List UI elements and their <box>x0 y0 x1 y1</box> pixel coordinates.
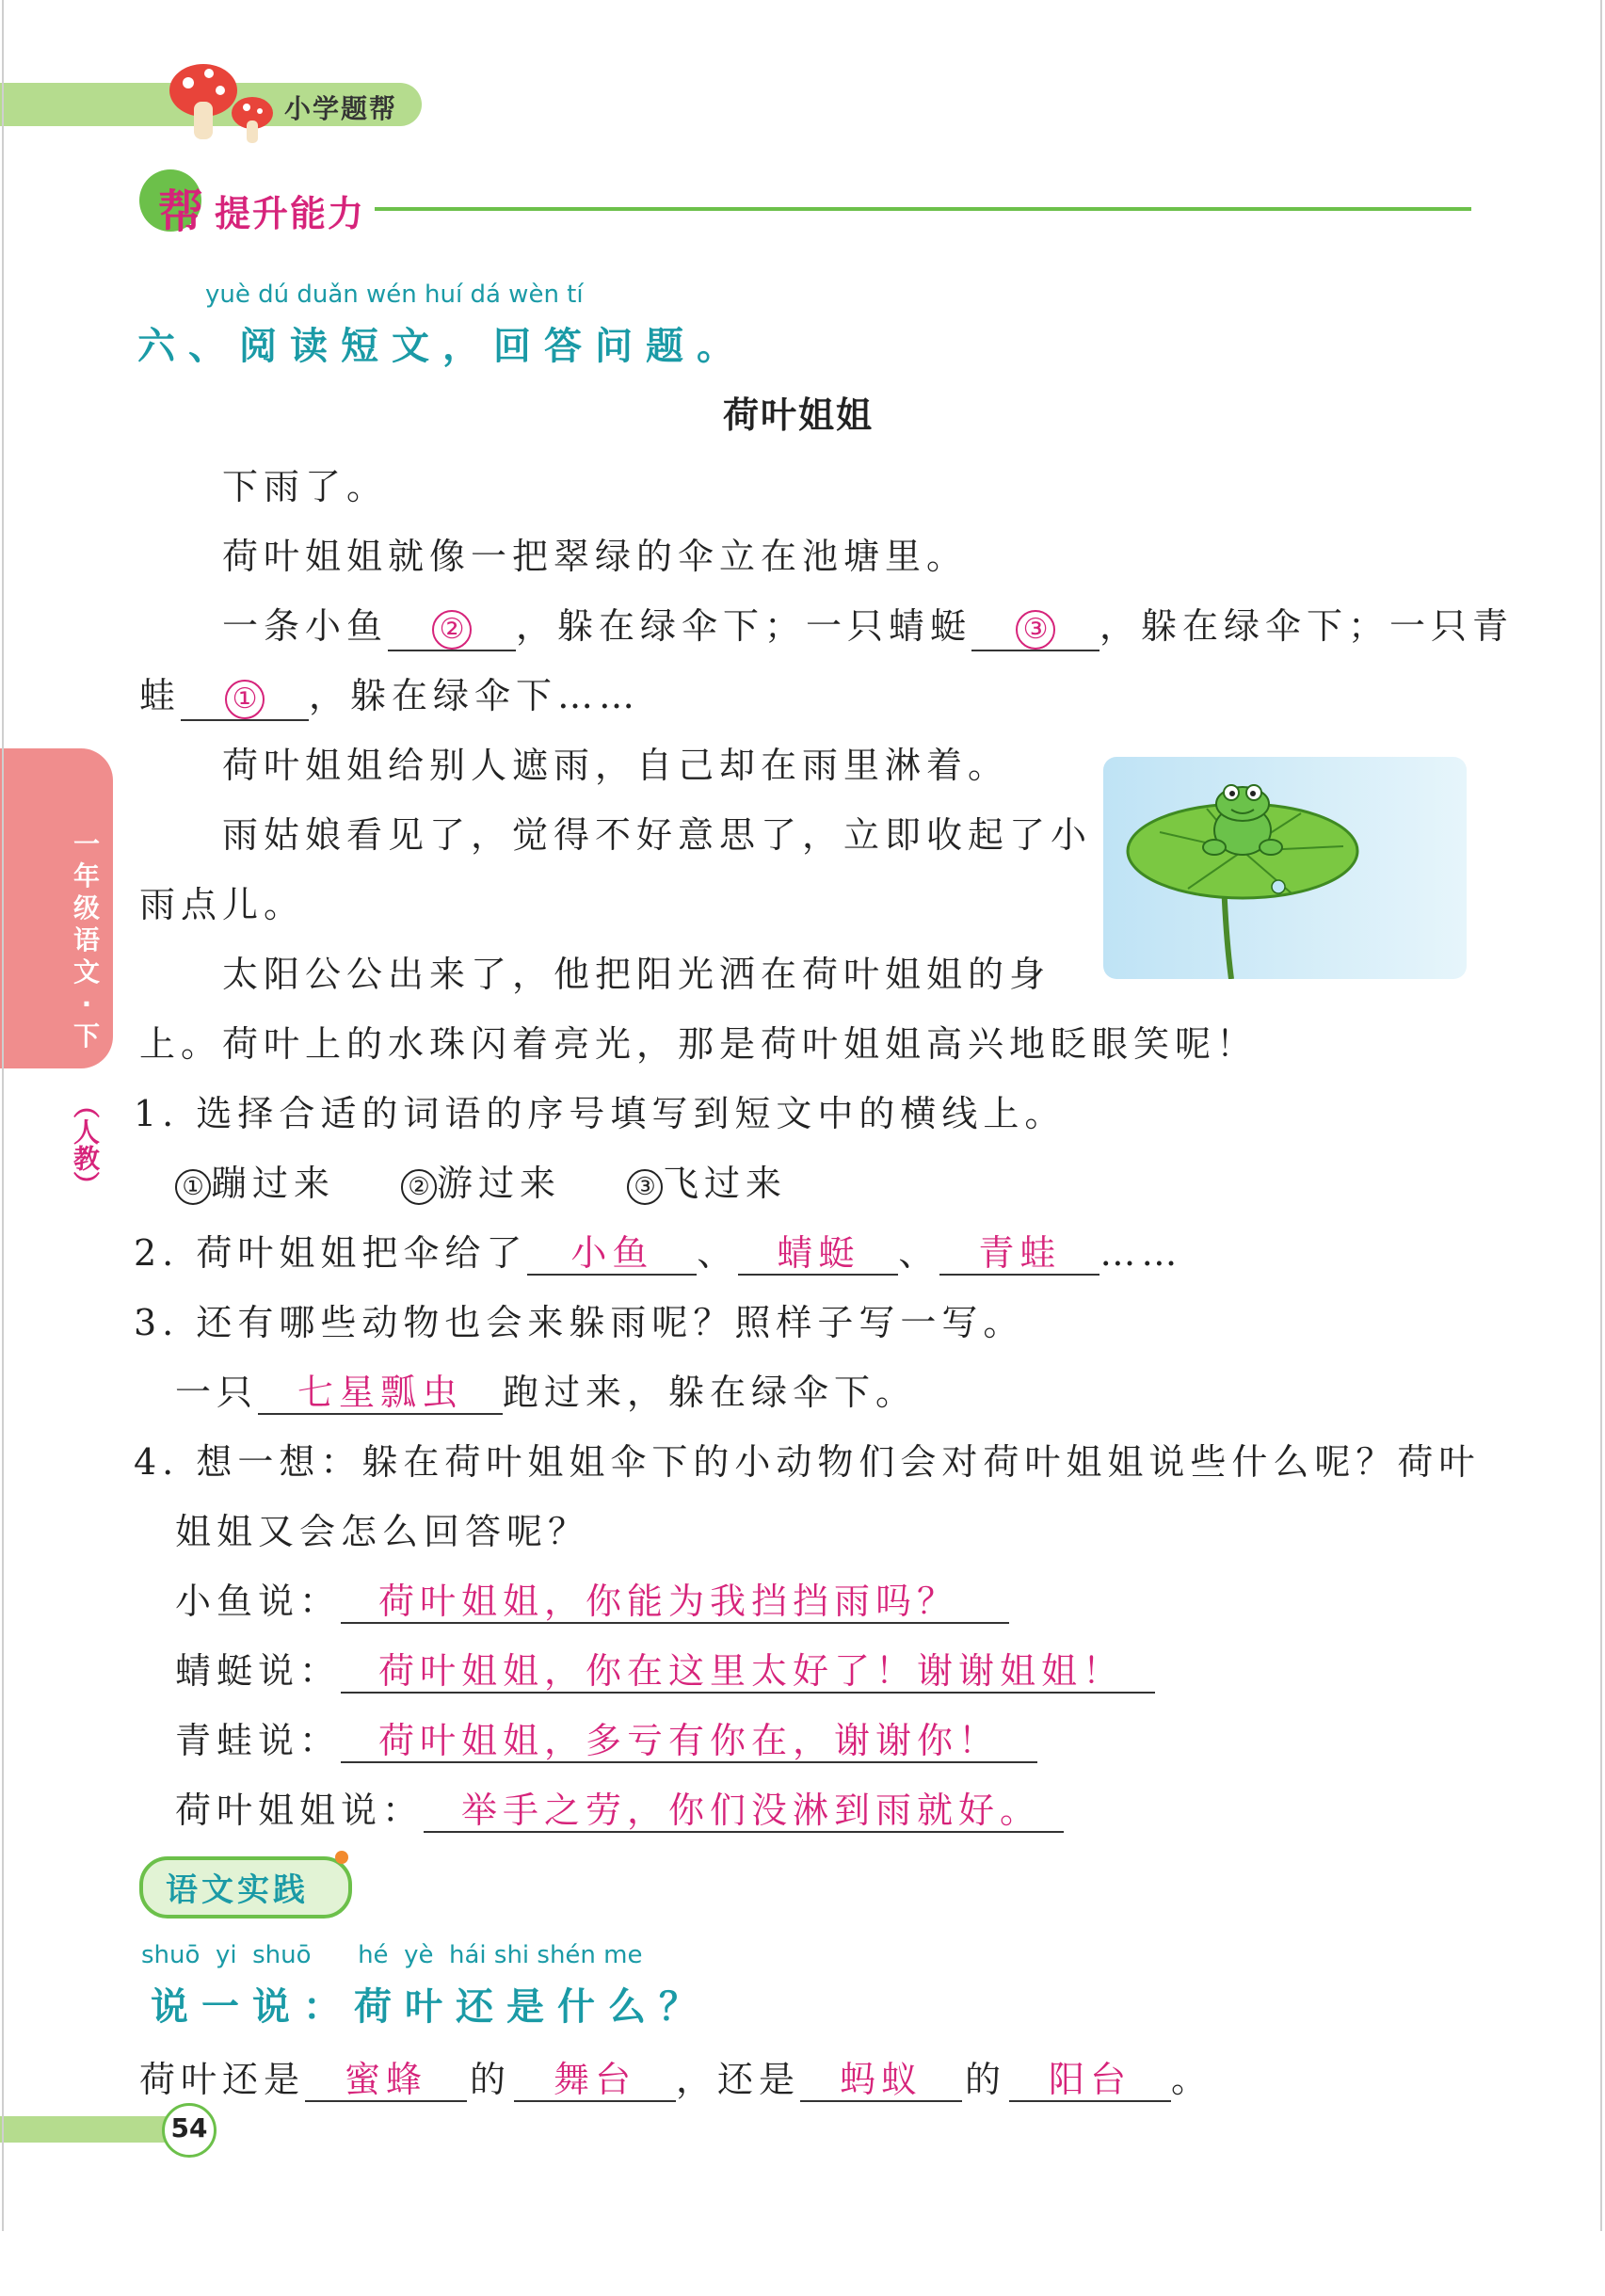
speaker-label: 青蛙说： <box>175 1720 342 1761</box>
answer-circle: ② <box>432 610 472 650</box>
answer-blank[interactable]: 七星瓢虫 <box>258 1373 503 1415</box>
option-text: 蹦过来 <box>211 1163 336 1204</box>
separator: 、 <box>697 1232 739 1274</box>
side-tab-char: · <box>81 988 92 1020</box>
answer-blank[interactable]: 蚂蚁 <box>800 2061 962 2102</box>
answer-blank[interactable]: 青蛙 <box>939 1234 1099 1276</box>
question-1: 1. 选择合适的词语的序号填写到短文中的横线上。 <box>134 1093 1067 1134</box>
speaker-label: 蜻蜓说： <box>175 1650 342 1692</box>
answer-blank[interactable]: 舞台 <box>514 2061 676 2102</box>
question-3: 3. 还有哪些动物也会来躲雨呢？照样子写一写。 <box>134 1302 1025 1343</box>
option-item <box>627 1163 787 1204</box>
practice-badge-label: 语文实践 <box>166 1871 309 1909</box>
practice-answer-line <box>139 2050 1212 2102</box>
answer-blank[interactable] <box>388 607 516 651</box>
side-tab-edition: （人教） <box>70 1092 101 1197</box>
side-tab-char: 下 <box>72 1020 100 1052</box>
answer-blank[interactable]: 阳台 <box>1009 2061 1171 2102</box>
passage-p1: 下雨了。 <box>222 466 389 507</box>
answer-blank[interactable]: 荷叶姐姐，你能为我挡挡雨吗？ <box>341 1582 1009 1624</box>
side-tab-char: 级 <box>72 892 100 923</box>
side-tab-char: 年 <box>72 860 100 891</box>
answer-blank[interactable] <box>181 677 309 721</box>
passage-text: ，躲在绿伞下；一只青 <box>1099 605 1515 647</box>
option-number: ② <box>401 1169 437 1205</box>
dialogue-fish <box>175 1572 1009 1624</box>
option-item <box>401 1163 561 1204</box>
section-title: 提升能力 <box>215 193 366 234</box>
section-divider <box>375 207 1471 211</box>
answer-circle: ③ <box>1016 610 1055 650</box>
practice-text: ，还是 <box>676 2059 801 2100</box>
practice-text: 。 <box>1171 2059 1213 2100</box>
option-number: ③ <box>627 1169 663 1205</box>
question-1-options <box>175 1154 787 1206</box>
separator: 、 <box>898 1232 940 1274</box>
option-text: 飞过来 <box>663 1163 788 1204</box>
ellipsis: …… <box>1099 1232 1183 1274</box>
option-item <box>175 1163 335 1204</box>
passage-p2: 荷叶姐姐就像一把翠绿的伞立在池塘里。 <box>222 536 969 577</box>
q6-pinyin: yuè dú duǎn wén huí dá wèn tí <box>205 281 584 309</box>
brand-label: 小学题帮 <box>284 93 398 124</box>
answer-blank[interactable]: 荷叶姐姐，你在这里太好了！谢谢姐姐！ <box>341 1652 1155 1694</box>
practice-text: 的 <box>965 2059 1007 2100</box>
option-number: ① <box>175 1169 211 1205</box>
section-char: 帮 <box>158 185 204 238</box>
question-3-example <box>175 1363 917 1415</box>
side-tab-grade <box>68 828 105 1052</box>
badge-dot <box>335 1851 348 1864</box>
mushroom-logo <box>168 58 281 149</box>
question-text: 2. 荷叶姐姐把伞给了 <box>134 1232 528 1274</box>
answer-blank[interactable]: 小鱼 <box>527 1234 697 1276</box>
passage-p6b: 雨点儿。 <box>139 884 306 925</box>
frog-lotus-illustration <box>1103 757 1467 979</box>
speaker-label: 小鱼说： <box>175 1581 342 1622</box>
question-text: 一只 <box>175 1372 259 1413</box>
question-4b: 姐姐又会怎么回答呢？ <box>175 1511 590 1552</box>
page-edge-left <box>2 0 4 2231</box>
answer-blank[interactable]: 举手之劳，你们没淋到雨就好。 <box>424 1791 1064 1833</box>
side-tab-char: 语 <box>72 924 100 955</box>
answer-circle: ① <box>225 680 265 719</box>
practice-pinyin: shuō yi shuō hé yè hái shi shén me <box>141 1941 643 1969</box>
passage-p7a: 太阳公公出来了，他把阳光洒在荷叶姐姐的身 <box>222 954 1051 995</box>
practice-text: 的 <box>470 2059 512 2100</box>
q6-heading: 六、阅读短文，回答问题。 <box>137 325 747 368</box>
passage-title: 荷叶姐姐 <box>723 394 875 436</box>
answer-blank[interactable]: 蜜蜂 <box>305 2061 467 2102</box>
practice-text: 荷叶还是 <box>139 2059 306 2100</box>
question-text: 跑过来，躲在绿伞下。 <box>503 1372 918 1413</box>
passage-text: 蛙 <box>139 675 182 716</box>
side-tab-char: 一 <box>72 828 100 859</box>
passage-p7b: 上。荷叶上的水珠闪着亮光，那是荷叶姐姐高兴地眨眼笑呢！ <box>139 1023 1259 1065</box>
question-4a: 4. 想一想：躲在荷叶姐姐伞下的小动物们会对荷叶姐姐说些什么呢？荷叶 <box>134 1441 1481 1483</box>
answer-blank[interactable]: 荷叶姐姐，多亏有你在，谢谢你！ <box>341 1722 1037 1763</box>
answer-blank[interactable] <box>971 607 1099 651</box>
passage-p6a: 雨姑娘看见了，觉得不好意思了，立即收起了小 <box>222 814 1093 856</box>
practice-heading: 说一说：荷叶还是什么？ <box>151 1985 710 2029</box>
page-number: 54 <box>170 2112 208 2143</box>
passage-text: ，躲在绿伞下；一只蜻蜓 <box>516 605 972 647</box>
passage-p5: 荷叶姐姐给别人遮雨，自己却在雨里淋着。 <box>222 745 1010 786</box>
dialogue-frog <box>175 1711 1037 1763</box>
dialogue-dragonfly <box>175 1642 1155 1694</box>
passage-p4 <box>139 666 640 721</box>
answer-blank[interactable]: 蜻蜓 <box>738 1234 898 1276</box>
passage-text: ，躲在绿伞下…… <box>309 675 641 716</box>
option-text: 游过来 <box>437 1163 562 1204</box>
question-2 <box>134 1224 1182 1276</box>
side-tab-char: 文 <box>72 956 100 987</box>
dialogue-lotus <box>175 1781 1064 1833</box>
page-edge-right <box>1600 0 1602 2231</box>
passage-text: 一条小鱼 <box>222 605 389 647</box>
speaker-label: 荷叶姐姐说： <box>175 1790 425 1831</box>
passage-p3 <box>222 597 1514 651</box>
